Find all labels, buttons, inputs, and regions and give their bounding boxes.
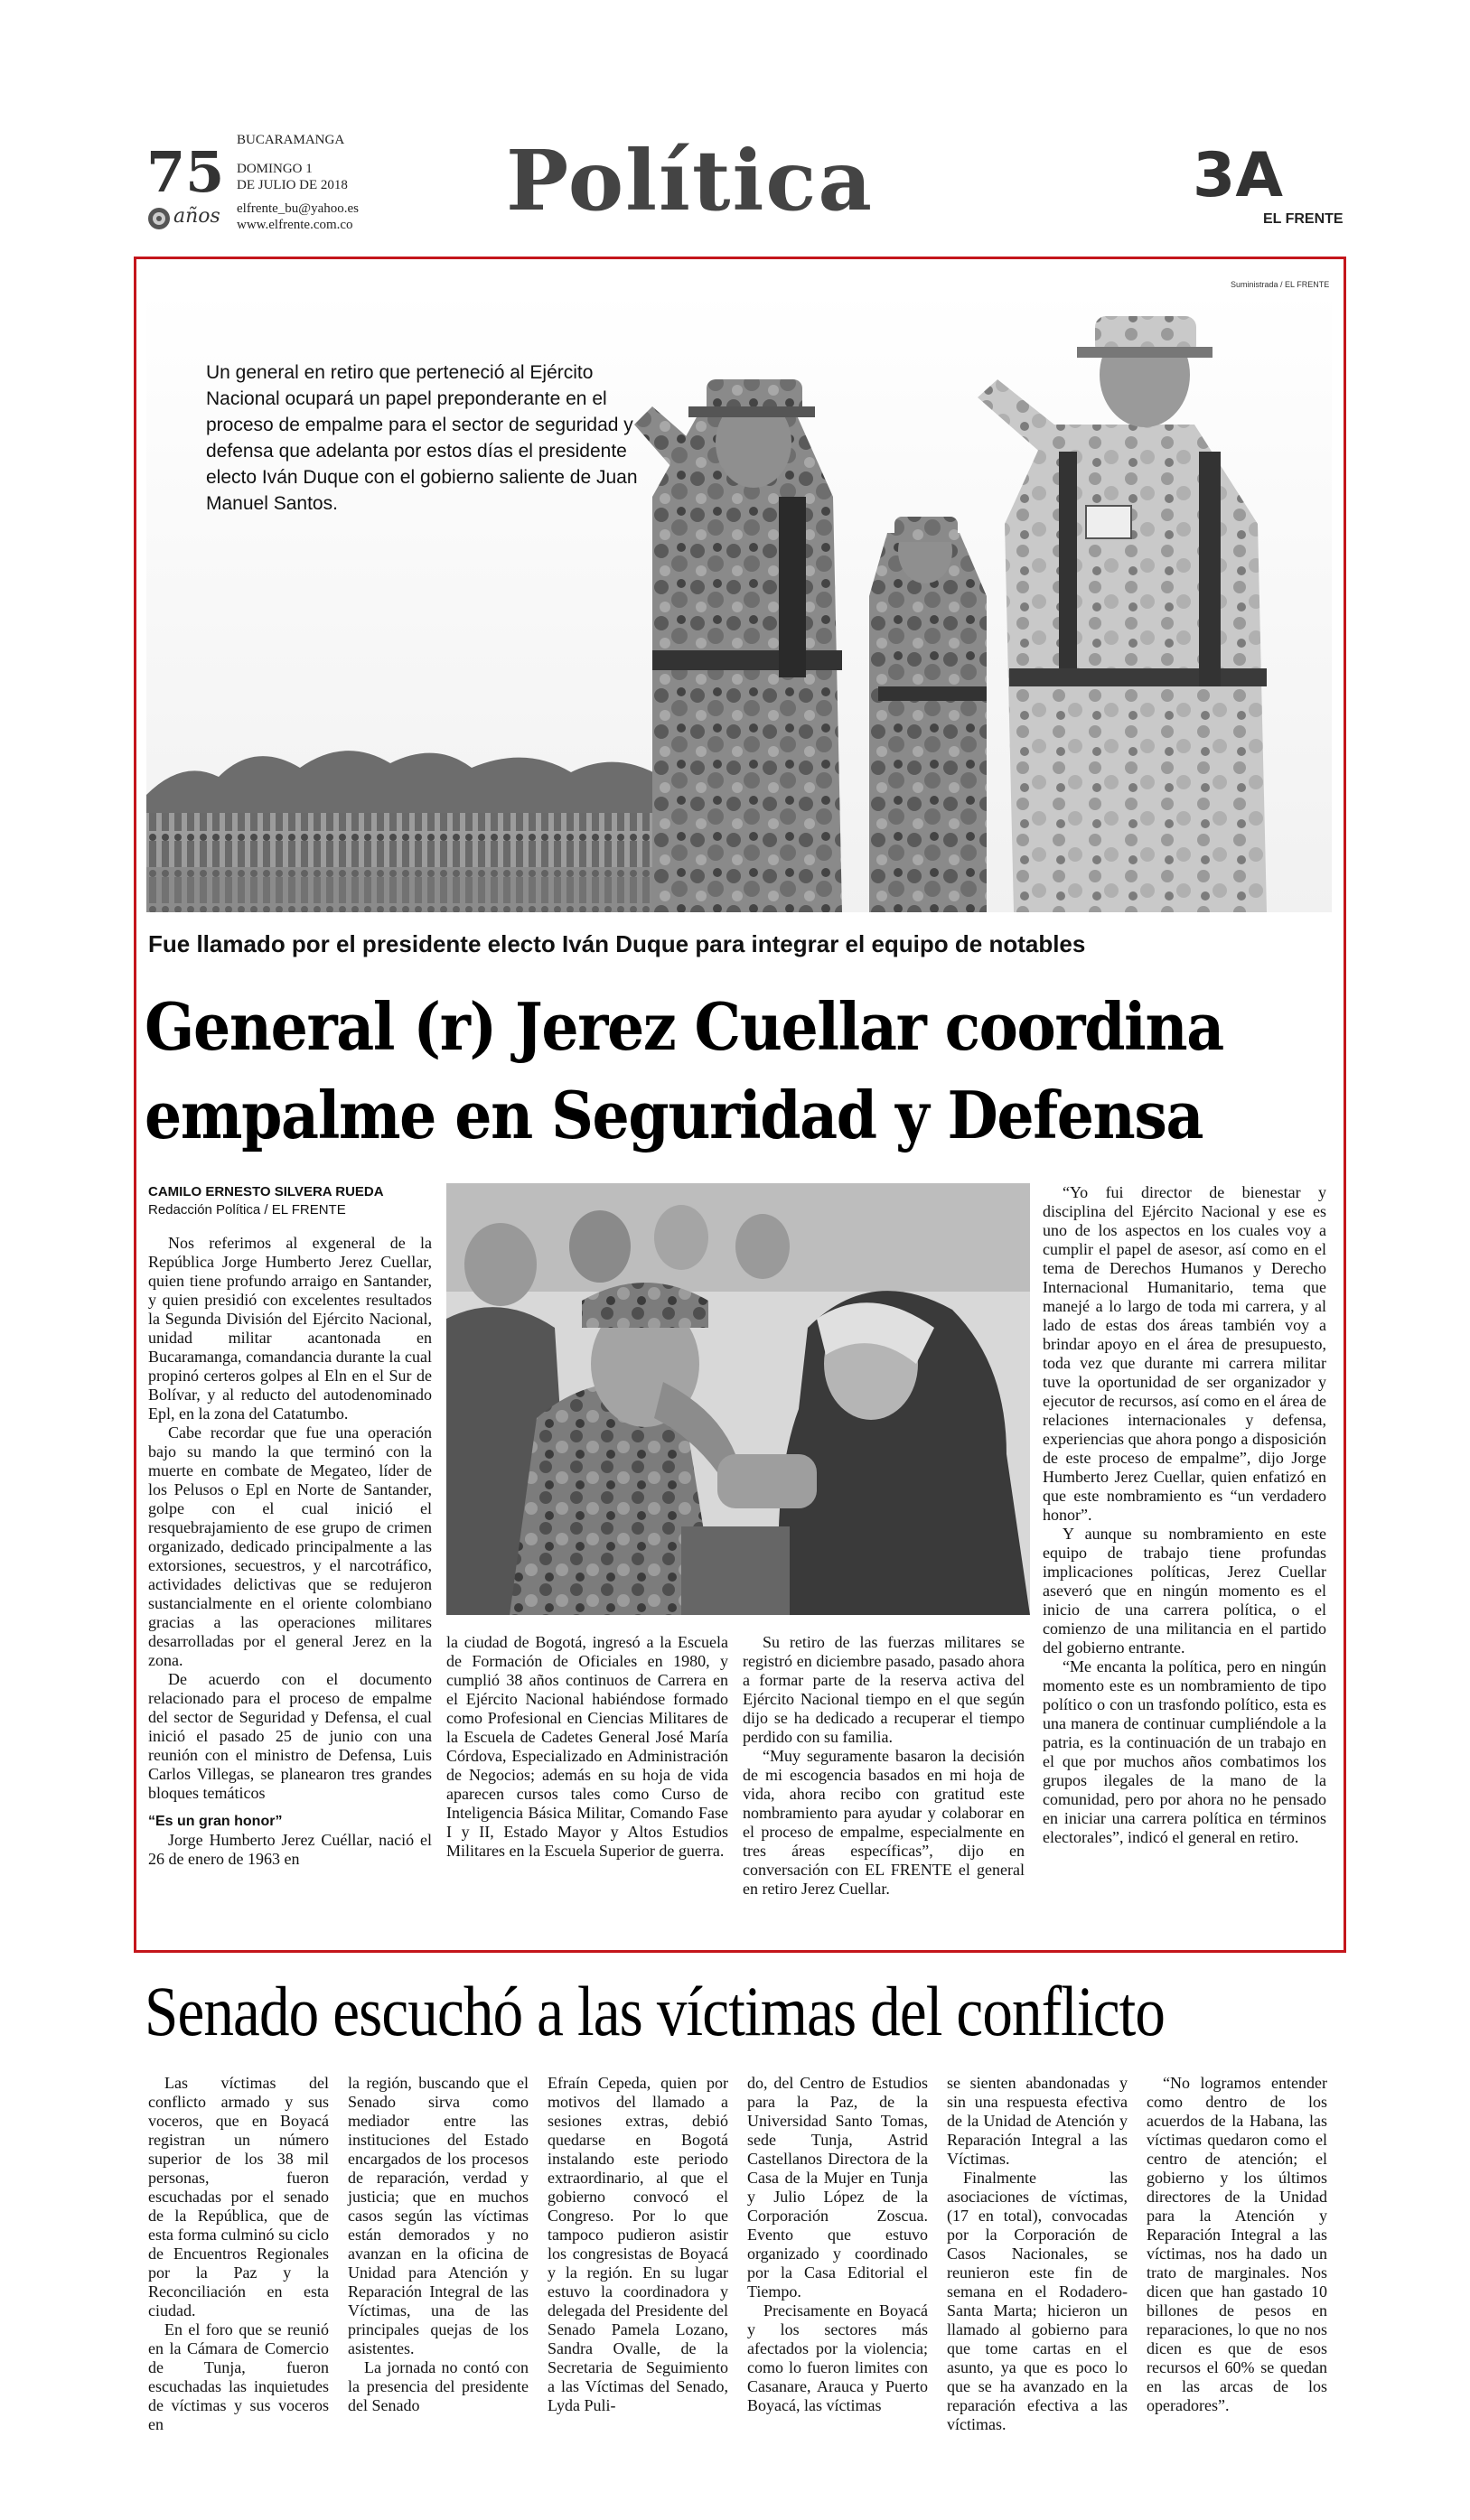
- date-line-1: DOMINGO 1: [237, 162, 313, 176]
- paragraph: Efraín Cepeda, quien por motivos del llamado a sesiones extras, debió quedarse en Bogotá instalando este periodo extraordinario, al que el gobierno convocó el Congreso. Por lo que tampoco pudieron asistir los congresistas de Boyacá y la región. En su lugar estuvo la coordinadora y delegada del Presidente del Senado Pamela Lozano, Sandra Ovalle, de la Secretaria de Seguimiento a las Víctimas del Senado, Lyda Puli-: [548, 2074, 728, 2414]
- paragraph: Nos referimos al exgeneral de la República Jorge Humberto Jerez Cuellar, quien tiene profundo arraigo en Santander, y quien presidió con excelentes resultados la Segunda División del Ejército Nacional, unidad militar acantonada en Bucaramanga, comandancia durante la cual propinó certeros golpes al Eln en el Sur de Bolívar, y al reducto del autodenominado Epl, en la zona del Catatumbo.: [148, 1234, 432, 1423]
- paragraph: Y aunque su nombramiento en este equipo de trabajo tiene profundas implicaciones políticas, Jerez Cuellar aseveró que en ningún momento es el inicio de una carrera política, o el comienzo de una militancia en el partido del gobierno entrante.: [1043, 1525, 1326, 1657]
- feature-column-4: [1043, 1183, 1326, 1847]
- story2-column-1: [148, 2074, 329, 2434]
- feature-headline: [145, 983, 1223, 1160]
- paragraph: Las víctimas del conflicto armado y sus voceros, que en Boyacá registran un número superior de los 38 mil personas, fueron escuchadas por el senado de la República, que de esta forma culminó su ciclo de Encuentros Regionales por la Paz y la Reconciliación en esta ciudad.: [148, 2074, 329, 2319]
- paragraph: la ciudad de Bogotá, ingresó a la Escuela de Formación de Oficiales en 1980, y cumplió 38 años continuos de Carrera en el Ejército Nacional habiéndose formado como Profesional en Ciencias Militares de la Escuela de Cadetes General José María Córdova, Especializado en Administración de Negocios; además en su hoja de vida aparecen cursos tales como Curso de Inteligencia Básica Militar, Comando Fase I y II, Estado Mayor y Altos Estudios Militares en la Escuela Superior de guerra.: [446, 1633, 728, 1860]
- feature-intro: Un general en retiro que perteneció al Ejército Nacional ocupará un papel preponderante en el proceso de empalme para el sector de seguridad y defensa que adelanta por estos días el presidente electo Iván Duque con el gobierno saliente de Juan Manuel Santos.: [206, 362, 638, 514]
- byline-name: CAMILO ERNESTO SILVERA RUEDA: [148, 1184, 384, 1199]
- paragraph: “Muy seguramente basaron la decisión de mi escogencia basados en mi hoja de vida, ahora recibo con gratitud este nombramiento para ayudar y colaborar en el proceso de empalme, especialmente en tres áreas específicas”, dijo en conversación con EL FRENTE el general en retiro Jerez Cuellar.: [743, 1747, 1025, 1898]
- email-link[interactable]: elfrente_bu@yahoo.es: [237, 201, 360, 216]
- paragraph: La jornada no contó con la presencia del presidente del Senado: [348, 2358, 529, 2414]
- paragraph: se sienten abandonadas y sin una respuesta efectiva de la Unidad de Atención y Reparación Integral a las Víctimas.: [947, 2074, 1128, 2168]
- paragraph: la región, buscando que el Senado sirva como mediador entre las instituciones del Estado encargados de los procesos de reparación, verdad y justicia; que en muchos casos según las víctimas están demorados y no avanzan en la oficina de Unidad para Atención y Reparación Integral de las Víctimas, una de las principales quejas de los asistentes.: [348, 2074, 529, 2357]
- kicker: Fue llamado por el presidente electo Iván Duque para integrar el equipo de notables: [148, 930, 1086, 957]
- story2-column-5: [947, 2074, 1128, 2434]
- feature-column-1: [148, 1234, 432, 1869]
- masthead-meta: [237, 132, 359, 233]
- paragraph: Su retiro de las fuerzas militares se registró en diciembre pasado, pasado ahora a formar parte de la reserva activa del Ejército Nacional tiempo en el que según dijo se ha dedicado a recuperar el tiempo perdido con su familia.: [743, 1633, 1025, 1746]
- story2-column-6: [1147, 2074, 1327, 2415]
- photo-credit: Suministrada / EL FRENTE: [1231, 280, 1330, 289]
- subheading: “Es un gran honor”: [148, 1814, 283, 1829]
- paragraph: Precisamente en Boyacá y los sectores más afectados por la violencia; como lo fueron limites con Casanare, Arauca y Puerto Boyacá, las víctimas: [747, 2301, 928, 2414]
- story2-headline: Senado escuchó a las víctimas del conflicto: [145, 1972, 1166, 2050]
- paragraph: “Yo fui director de bienestar y disciplina del Ejército Nacional y ese es uno de los aspectos en los cuales voy a cumplir el papel de asesor, así como en el tema de Derechos Humanos y Derecho Internacional Humanitario, tema que manejé a lo largo de toda mi carrera, y al lado de estas dos áreas también voy a brindar apoyo en el área de presupuesto, toda vez que durante mi carrera militar tuve la oportunidad de ser organizador y ejecutor de recursos, así como en el área de relaciones internacionales y defensa, experiencias que ahora pongo a disposición de este proceso de empalme”, dijo Jorge Humberto Jerez Cuellar, quien enfatizó en que este nombramiento es “un verdadero honor”.: [1043, 1183, 1326, 1524]
- headline-line-1: General (r) Jerez Cuellar coordina: [145, 988, 1223, 1065]
- story2-column-3: [548, 2074, 728, 2415]
- paragraph: “No logramos entender como dentro de los acuerdos de la Habana, las víctimas quedaron como el centro de atención; el gobierno y los últimos directores de la Unidad para la Atención y Reparación Integral a las víctimas, nos ha dado un trato de marginales. Nos dicen que han gastado 10 billones de pesos en reparaciones, lo que no nos dicen es que de esos recursos el 60% se quedan en las arcas de los operadores”.: [1147, 2074, 1327, 2414]
- section-title: Política: [506, 132, 875, 229]
- feature-column-3: [743, 1633, 1025, 1899]
- paragraph: do, del Centro de Estudios para la Paz, de la Universidad Santo Tomas, sede Tunja, Astrid Castellanos Directora de la Casa de la Mujer en Tunja y Julio López de la Corporación Zoscua. Evento que estuvo organizado y coordinado por la Casa Editorial el Tiempo.: [747, 2074, 928, 2301]
- paragraph: “Me encanta la política, pero en ningún momento este es un nombramiento de tipo político o con un trasfondo político, esta es una manera de continuar cumpliéndole a la patria, es la continuación de un trabajo en el que por muchos años combatimos los grupos ilegales de la mano de la comunidad, pero por ahora no he pensado en iniciar una carrera política en términos electorales”, indicó el general en retiro.: [1043, 1657, 1326, 1846]
- city: BUCARAMANGA: [237, 133, 345, 147]
- feature-column-2: [446, 1633, 728, 1861]
- paragraph: En el foro que se reunió en la Cámara de Comercio de Tunja, fueron escuchadas las inquietudes de víctimas y sus voceros en: [148, 2320, 329, 2433]
- story2-column-2: [348, 2074, 529, 2415]
- date-line-2: DE JULIO DE 2018: [237, 178, 348, 192]
- paragraph: Jorge Humberto Jerez Cuéllar, nació el 26 de enero de 1963 en: [148, 1831, 432, 1868]
- logo-number: 75: [146, 139, 225, 205]
- paragraph: De acuerdo con el documento relacionado para el proceso de empalme del sector de Seguridad y Defensa, el cual inició el pasado 25 de junio con una reunión con el ministro de Defensa, Luis Carlos Villegas, se planearon tres grandes bloques temáticos: [148, 1670, 432, 1802]
- story2-column-4: [747, 2074, 928, 2415]
- photo-general-greeting-elder-woman: [446, 1183, 1030, 1615]
- byline: [148, 1183, 384, 1219]
- headline-line-2: empalme en Seguridad y Defensa: [145, 1077, 1203, 1153]
- anniversary-logo: [143, 135, 233, 235]
- page-number: 3A: [1193, 140, 1283, 211]
- website-link[interactable]: www.elfrente.com.co: [237, 218, 353, 232]
- paragraph: Finalmente las asociaciones de víctimas, (17 en total), convocadas por la Corporación de Casos Nacionales, se reunieron este fin de semana en el Rodadero-Santa Marta; hicieron un llamado al gobierno para que tome cartas en el asunto, ya que es poco lo que se ha avanzado en la reparación efectiva a las víctimas.: [947, 2169, 1128, 2433]
- brand-name: EL FRENTE: [1263, 211, 1344, 227]
- paragraph: Cabe recordar que fue una operación bajo su mando la que terminó con la muerte en combate de Megateo, líder de los Pelusos o Epl en Norte de Santander, golpe con el cual inició el resquebrajamiento de ese grupo de crimen organizado, dedicado principalmente a las extorsiones, secuestros, y el narcotráfico, actividades delictivas que se redujeron sustancialmente en el oriente colombiano gracias a las operaciones militares desarrolladas por el general Jerez en la zona.: [148, 1423, 432, 1669]
- byline-desk: Redacción Política / EL FRENTE: [148, 1202, 346, 1218]
- logo-word: años: [173, 205, 220, 228]
